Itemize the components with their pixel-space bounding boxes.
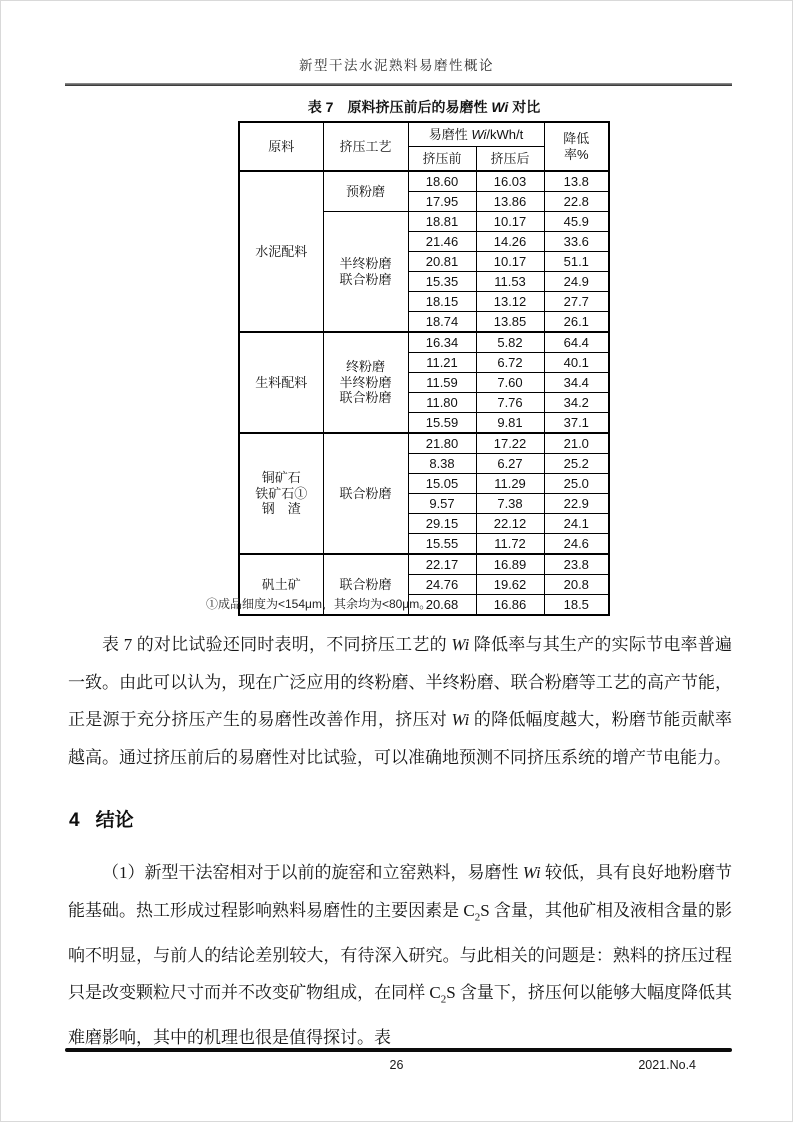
value-cell: 16.89 <box>476 554 544 575</box>
value-cell: 24.1 <box>544 514 609 534</box>
table7-title: 表 7 原料挤压前后的易磨性 Wi 对比 <box>307 99 541 115</box>
value-cell: 23.8 <box>544 554 609 575</box>
value-cell: 21.0 <box>544 433 609 454</box>
table-row <box>239 171 609 192</box>
value-cell: 11.21 <box>408 353 476 373</box>
value-cell: 33.6 <box>544 232 609 252</box>
process-cell: 联合粉磨 <box>323 554 408 615</box>
value-cell: 22.12 <box>476 514 544 534</box>
value-cell: 13.8 <box>544 171 609 192</box>
table7 <box>238 121 610 616</box>
value-cell: 20.8 <box>544 575 609 595</box>
value-cell: 21.80 <box>408 433 476 454</box>
value-cell: 11.59 <box>408 373 476 393</box>
body-paragraph-2: （1）新型干法窑相对于以前的旋窑和立窑熟料，易磨性 Wi 较低，具有良好地粉磨节能基础。热工形成过程影响熟料易磨性的主要因素是 $C_2S$ 含量，其他矿相及液相含量的影响不明显，与前人的结论差别较大，有待深入研究。与此相关的问题是：熟料的挤压过程只是改变颗粒尺寸而并不改变矿物组成，在同样 $C_2S$ 含量下，挤压何以能够大幅度降低其难磨影响，其中的机理也很是值得探讨。表 <box>68 863 733 1048</box>
value-cell: 15.35 <box>408 272 476 292</box>
page-header-title: 新型干法水泥熟料易磨性概论 <box>299 58 494 73</box>
body-paragraph-1: 表 7 的对比试验还同时表明，不同挤压工艺的 Wi 降低率与其生产的实际节电率普遍一致。由此可以认为，现在广泛应用的终粉磨、半终粉磨、联合粉磨等工艺的高产节能，正是源于充分挤压产生的易磨性改善作用，挤压对 Wi 的降低幅度越大，粉磨节能贡献率越高。通过挤压前后的易磨性对比试验，可以准确地预测不同挤压系统的增产节电能力。 <box>68 635 733 767</box>
value-cell: 27.7 <box>544 292 609 312</box>
value-cell: 16.03 <box>476 171 544 192</box>
section-heading <box>69 805 134 832</box>
value-cell: 18.60 <box>408 171 476 192</box>
value-cell: 20.81 <box>408 252 476 272</box>
footer-rule <box>65 1048 732 1052</box>
process-cell: 联合粉磨 <box>323 433 408 554</box>
material-cell: 生料配料 <box>239 332 323 433</box>
value-cell: 16.86 <box>476 595 544 616</box>
value-cell: 9.81 <box>476 413 544 434</box>
value-cell: 15.59 <box>408 413 476 434</box>
header-reduction: 降低 率% <box>544 122 609 171</box>
value-cell: 26.1 <box>544 312 609 333</box>
header-after: 挤压后 <box>476 147 544 172</box>
value-cell: 10.17 <box>476 252 544 272</box>
value-cell: 8.38 <box>408 454 476 474</box>
value-cell: 15.05 <box>408 474 476 494</box>
value-cell: 6.27 <box>476 454 544 474</box>
value-cell: 37.1 <box>544 413 609 434</box>
table-header-row <box>239 122 609 147</box>
header-wi-group: 易磨性 Wi/kWh/t <box>408 122 544 147</box>
value-cell: 18.74 <box>408 312 476 333</box>
value-cell: 24.9 <box>544 272 609 292</box>
value-cell: 19.62 <box>476 575 544 595</box>
value-cell: 18.15 <box>408 292 476 312</box>
header-material: 原料 <box>239 122 323 171</box>
section-title: 结论 <box>95 810 134 831</box>
value-cell: 40.1 <box>544 353 609 373</box>
value-cell: 22.8 <box>544 192 609 212</box>
value-cell: 7.76 <box>476 393 544 413</box>
table7-footnote: ①成品细度为<154μm，其余均为<80μm。 <box>206 597 432 611</box>
value-cell: 25.0 <box>544 474 609 494</box>
value-cell: 51.1 <box>544 252 609 272</box>
value-cell: 13.86 <box>476 192 544 212</box>
value-cell: 11.80 <box>408 393 476 413</box>
value-cell: 15.55 <box>408 534 476 555</box>
value-cell: 25.2 <box>544 454 609 474</box>
table7-block <box>238 97 610 616</box>
value-cell: 13.85 <box>476 312 544 333</box>
value-cell: 7.38 <box>476 494 544 514</box>
section-number: 4 <box>69 810 80 831</box>
value-cell: 21.46 <box>408 232 476 252</box>
value-cell: 5.82 <box>476 332 544 353</box>
header-rule <box>65 83 732 86</box>
value-cell: 45.9 <box>544 212 609 232</box>
page-number: 26 <box>389 1058 404 1072</box>
header-process: 挤压工艺 <box>323 122 408 171</box>
value-cell: 20.68 <box>408 595 476 616</box>
material-cell: 铜矿石 铁矿石① 钢 渣 <box>239 433 323 554</box>
value-cell: 13.12 <box>476 292 544 312</box>
material-cell: 水泥配料 <box>239 171 323 332</box>
value-cell: 22.17 <box>408 554 476 575</box>
value-cell: 16.34 <box>408 332 476 353</box>
value-cell: 17.95 <box>408 192 476 212</box>
value-cell: 34.4 <box>544 373 609 393</box>
table7-body <box>239 171 609 615</box>
table-row <box>239 332 609 353</box>
value-cell: 18.81 <box>408 212 476 232</box>
value-cell: 9.57 <box>408 494 476 514</box>
header-before: 挤压前 <box>408 147 476 172</box>
process-cell: 终粉磨 半终粉磨 联合粉磨 <box>323 332 408 433</box>
material-cell: 矾土矿 <box>239 554 323 615</box>
value-cell: 11.29 <box>476 474 544 494</box>
value-cell: 24.6 <box>544 534 609 555</box>
value-cell: 29.15 <box>408 514 476 534</box>
table-row <box>239 554 609 575</box>
value-cell: 24.76 <box>408 575 476 595</box>
value-cell: 6.72 <box>476 353 544 373</box>
value-cell: 18.5 <box>544 595 609 616</box>
value-cell: 34.2 <box>544 393 609 413</box>
table-row <box>239 433 609 454</box>
value-cell: 22.9 <box>544 494 609 514</box>
process-cell: 半终粉磨 联合粉磨 <box>323 212 408 333</box>
value-cell: 10.17 <box>476 212 544 232</box>
value-cell: 14.26 <box>476 232 544 252</box>
issue-label: 2021.No.4 <box>638 1058 696 1072</box>
value-cell: 7.60 <box>476 373 544 393</box>
value-cell: 11.53 <box>476 272 544 292</box>
value-cell: 64.4 <box>544 332 609 353</box>
value-cell: 11.72 <box>476 534 544 555</box>
value-cell: 17.22 <box>476 433 544 454</box>
process-cell: 预粉磨 <box>323 171 408 212</box>
